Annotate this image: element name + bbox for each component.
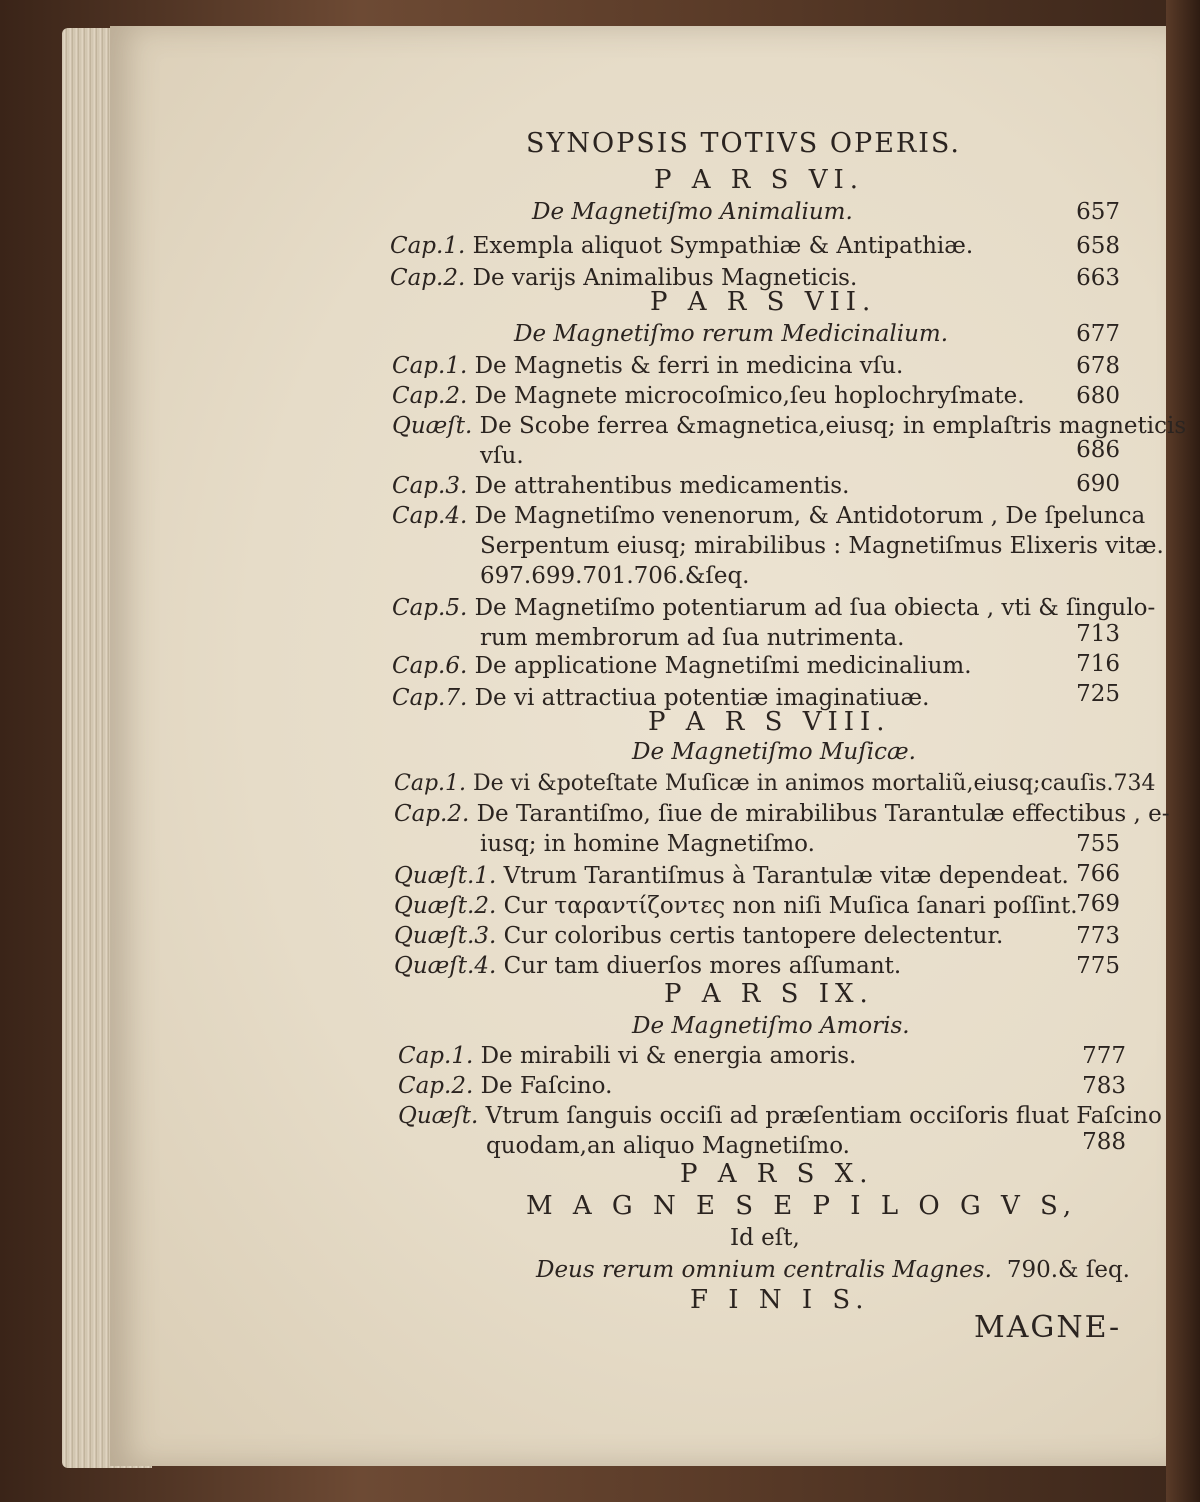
toc-entry [398,1042,856,1070]
entry-label: Cap.3. [392,473,468,499]
part-6-subtitle: De Magnetiſmo Animalium. [532,199,853,225]
toc-entry [392,382,1025,410]
entry-text: De Magnetiſmo potentiarum ad ſua obiecta , vti & ſingulo- [474,595,1156,621]
entry-page: 690 [1076,471,1120,497]
page-title: SYNOPSIS TOTIVS OPERIS. [526,128,962,159]
entry-label: Quæſt. [392,413,473,439]
entry-label: Quæſt.3. [394,923,497,949]
entry-text: De mirabili vi & energia amoris. [480,1043,857,1069]
entry-text-continued: quodam,an aliquo Magnetiſmo. [486,1133,850,1159]
part-6-heading: P A R S VI. [654,165,865,195]
entry-label: Quæſt.2. [394,893,497,919]
entry-label: Cap.6. [392,653,468,679]
entry-label: Cap.1. [390,233,466,259]
entry-text: Vtrum ſanguis occiſi ad præſentiam occiſoris fluat Faſcino [485,1103,1162,1129]
entry-text: De Faſcino. [480,1073,613,1099]
toc-entry [394,952,901,980]
part-9-heading: P A R S IX. [664,979,874,1009]
entry-label: Quæſt. [398,1103,479,1129]
entry-page: 769 [1076,891,1120,917]
entry-text: Exempla aliquot Sympathiæ & Antipathiæ. [472,233,974,259]
part-7-subtitle-page: 677 [1076,321,1120,347]
toc-entry [390,232,973,260]
entry-label: Cap.4. [392,503,468,529]
entry-text: De vi attractiua potentiæ imaginatiuæ. [474,685,930,711]
part-8-subtitle: De Magnetiſmo Muſicæ. [632,739,916,765]
facing-page-edge [1166,0,1200,1502]
entry-label: Cap.2. [390,265,466,291]
part-9-subtitle: De Magnetiſmo Amoris. [632,1013,910,1039]
toc-entry [398,1072,612,1100]
entry-text-continued: 697.699.701.706.&ſeq. [480,563,750,589]
entry-label: Cap.1. [398,1043,474,1069]
part-6-subtitle-page: 657 [1076,199,1120,225]
entry-label: Cap.5. [392,595,468,621]
toc-entry [394,800,1170,828]
entry-text-continued: Serpentum eiusq; mirabilibus : Magnetiſmus Elixeris vitæ. [480,533,1164,559]
entry-page: 766 [1076,861,1120,887]
epilogue-heading: M A G N E S E P I L O G V S, [526,1191,1078,1221]
entry-label: Cap.2. [392,383,468,409]
entry-page: 658 [1076,233,1120,259]
toc-entry [394,862,1069,890]
part-7-subtitle: De Magnetiſmo rerum Medicinalium. [514,321,949,347]
part-10-heading: P A R S X. [680,1159,874,1189]
entry-page: 775 [1076,953,1120,979]
entry-page: 713 [1076,621,1120,647]
entry-text: De applicatione Magnetiſmi medicinalium. [474,653,972,679]
entry-text: De Magnetis & ferri in medicina vſu. [474,353,904,379]
entry-page: 788 [1082,1129,1126,1155]
toc-entry [394,770,1156,798]
entry-label: Cap.1. [394,771,467,796]
entry-page: 783 [1082,1073,1126,1099]
toc-entry [392,502,1145,530]
entry-page: 716 [1076,651,1120,677]
deus-page: 790.& ſeq. [1006,1257,1130,1283]
part-7-heading: P A R S VII. [650,287,877,317]
entry-page: 680 [1076,383,1120,409]
entry-page: 777 [1082,1043,1126,1069]
entry-page: 755 [1076,831,1120,857]
entry-text: De varijs Animalibus Magneticis. [472,265,858,291]
entry-text-continued: iusq; in homine Magnetiſmo. [480,831,815,857]
toc-entry [394,922,1003,950]
entry-text: Cur ταραντίζοντες non niſi Muſica ſanari poſſint. [503,893,1078,919]
entry-text: De attrahentibus medicamentis. [474,473,850,499]
entry-text: De vi &poteſtate Muſicæ in animos mortaliũ,eiusq;cauſis.734 [473,771,1156,796]
finis: F I N I S. [690,1285,870,1315]
entry-text: Cur tam diuerſos mores aſſumant. [503,953,902,979]
catchword: MAGNE- [974,1310,1122,1345]
entry-label: Cap.2. [398,1073,474,1099]
entry-text: De Magnete microcoſmico,ſeu hoplochryſmate. [474,383,1025,409]
toc-entry [392,352,903,380]
toc-entry [392,652,972,680]
entry-label: Cap.1. [392,353,468,379]
entry-text: Vtrum Tarantiſmus à Tarantulæ vitæ dependeat. [503,863,1069,889]
entry-label: Quæſt.1. [394,863,497,889]
entry-page: 678 [1076,353,1120,379]
entry-text-continued: vſu. [480,443,524,469]
entry-text: De Tarantiſmo, ſiue de mirabilibus Tarantulæ effectibus , e- [476,801,1170,827]
toc-entry [398,1102,1162,1130]
entry-label: Cap.2. [394,801,470,827]
entry-page: 725 [1076,681,1120,707]
entry-label: Quæſt.4. [394,953,497,979]
entry-page: 773 [1076,923,1120,949]
id-est: Id eſt, [730,1225,800,1251]
entry-text: De Scobe ferrea &magnetica,eiusq; in emplaſtris magneticis [479,413,1187,439]
entry-page: 663 [1076,265,1120,291]
entry-text: Cur coloribus certis tantopere delectentur. [503,923,1004,949]
toc-entry [392,472,849,500]
entry-text: De Magnetiſmo venenorum, & Antidotorum , De ſpelunca [474,503,1146,529]
entry-page: 686 [1076,437,1120,463]
toc-entry [392,594,1155,622]
entry-text-continued: rum membrorum ad ſua nutrimenta. [480,625,905,651]
entry-label: Cap.7. [392,685,468,711]
deus-line: Deus rerum omnium centralis Magnes. [536,1257,992,1283]
part-8-heading: P A R S VIII. [648,707,891,737]
toc-entry [394,892,1078,920]
